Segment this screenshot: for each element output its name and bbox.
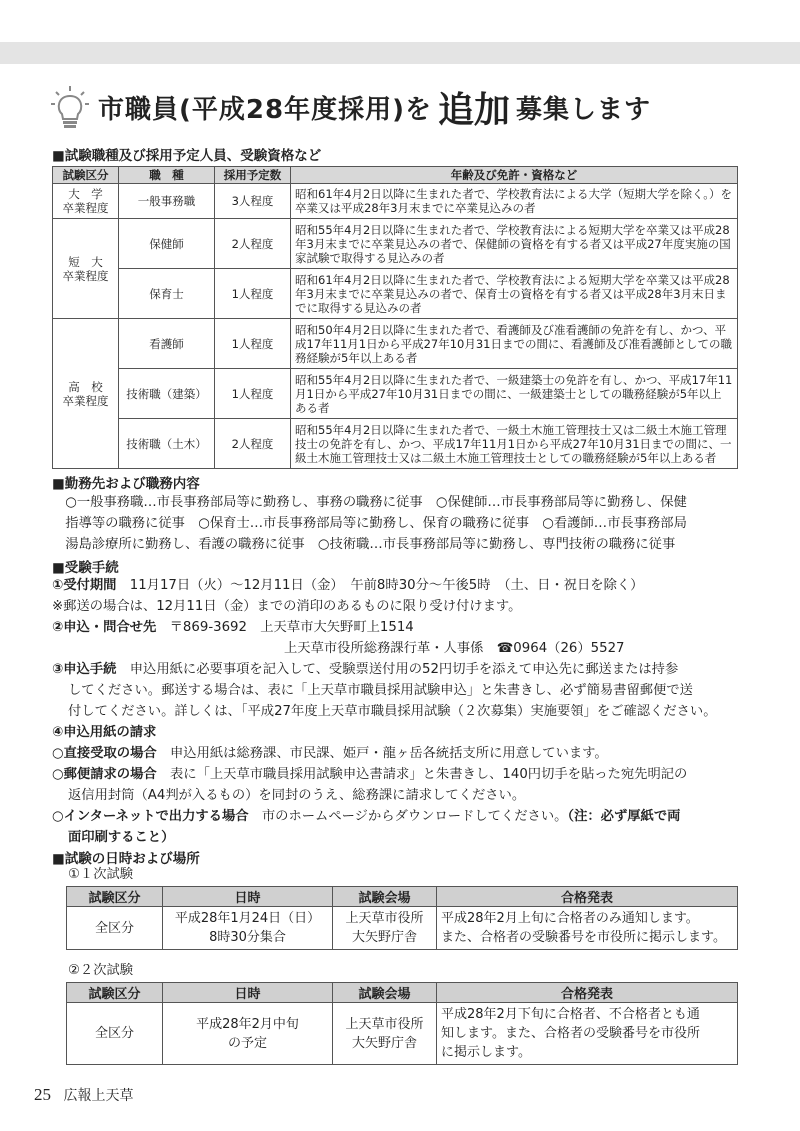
datetime-line: 平成28年2月中旬 <box>196 1016 299 1032</box>
job-cell: 保育士 <box>119 269 215 319</box>
first-exam-table <box>66 886 738 950</box>
title-part1: 市職員(平成28年度採用)を <box>98 95 432 125</box>
direct-label: ○直接受取の場合 <box>52 746 157 761</box>
venue-cell <box>333 1003 437 1065</box>
internet-note: （注：必ず厚紙で両 <box>567 809 681 824</box>
datetime-cell <box>163 907 333 950</box>
announcement-line: 平成28年2月上旬に合格者のみ通知します。 <box>441 911 699 926</box>
page-title <box>50 82 651 133</box>
col-header-requirements: 年齢及び免許・資格など <box>291 167 738 184</box>
postal-line: 表に「上天草市職員採用試験申込書請求」と朱書きし、140円切手を貼った宛先明記の <box>156 767 688 782</box>
count-cell: 2人程度 <box>215 219 291 269</box>
contact-address: 〒869-3692 上天草市大矢野町上1514 <box>156 620 414 635</box>
announcement-line: 平成28年2月下旬に合格者、不合格者とも通 <box>441 1007 700 1022</box>
col-header-venue: 試験会場 <box>333 887 437 907</box>
col-header-announcement: 合格発表 <box>437 983 738 1003</box>
count-cell: 1人程度 <box>215 269 291 319</box>
table-row <box>53 184 738 219</box>
positions-table <box>52 166 738 469</box>
table-row <box>67 1003 738 1065</box>
job-cell: 技術職（土木） <box>119 419 215 469</box>
venue-cell <box>333 907 437 950</box>
request-label: ④申込用紙の請求 <box>52 725 157 740</box>
category-cell: 短 大 卒業程度 <box>53 219 119 319</box>
count-cell: 2人程度 <box>215 419 291 469</box>
second-exam-label: ②２次試験 <box>68 963 134 978</box>
first-exam-label: ①１次試験 <box>68 867 134 882</box>
table-row <box>53 369 738 419</box>
datetime-line: の予定 <box>227 1035 267 1051</box>
section-heading-duties: ■勤務先および職務内容 <box>52 476 200 492</box>
announcement-cell <box>437 907 738 950</box>
venue-line: 大矢野庁舎 <box>351 1035 417 1051</box>
job-cell: 一般事務職 <box>119 184 215 219</box>
section-heading-procedure: ■受験手続 <box>52 560 119 576</box>
procedure-text <box>52 575 717 848</box>
job-cell: 保健師 <box>119 219 215 269</box>
duties-line: ○一般事務職…市長事務部局等に勤務し、事務の職務に従事 ○保健師…市長事務部局等に勤務し、保健 <box>52 495 687 510</box>
table-row <box>53 269 738 319</box>
requirement-cell: 昭和55年4月2日以降に生まれた者で、学校教育法による短期大学を卒業又は平成28年3月末までに卒業見込みの者で、保健師の資格を有する者又は平成27年度実施の国家試験で取得する見込みの者 <box>291 219 738 269</box>
duties-text <box>52 492 687 555</box>
announcement-cell <box>437 1003 738 1065</box>
col-header-count: 採用予定数 <box>215 167 291 184</box>
venue-line: 上天草市役所 <box>345 1016 424 1032</box>
method-line: してください。郵送する場合は、表に「上天草市職員採用試験申込」と朱書きし、必ず簡易書留郵便で送 <box>68 683 693 698</box>
venue-line: 上天草市役所 <box>345 911 424 926</box>
datetime-cell <box>163 1003 333 1065</box>
duties-line: 指導等の職務に従事 ○保育士…市長事務部局等に勤務し、保育の職務に従事 ○看護師…市長事務部局 <box>52 516 687 531</box>
contact-label: ②申込・問合せ先 <box>52 620 157 635</box>
table-row <box>67 907 738 950</box>
table-row <box>53 419 738 469</box>
datetime-line: 8時30分集合 <box>209 930 286 945</box>
postal-line: 返信用封筒（A4判が入るもの）を同封のうえ、総務課に請求してください。 <box>68 788 526 803</box>
lightbulb-icon <box>50 84 90 132</box>
datetime-line: 平成28年1月24日（日） <box>174 911 321 926</box>
col-header-datetime: 日時 <box>163 887 333 907</box>
footer <box>34 1085 133 1105</box>
publication-name: 広報上天草 <box>63 1088 134 1104</box>
category-cell: 高 校 卒業程度 <box>53 319 119 469</box>
count-cell: 1人程度 <box>215 319 291 369</box>
count-cell: 3人程度 <box>215 184 291 219</box>
table-row <box>53 219 738 269</box>
method-line: 申込用紙に必要事項を記入して、受験票送付用の52円切手を添えて申込先に郵送または持参 <box>116 662 679 677</box>
method-line: 付してください。詳しくは、「平成27年度上天草市職員採用試験（２次募集）実施要領」をご確認ください。 <box>68 704 717 719</box>
col-header-category: 試験区分 <box>67 983 163 1003</box>
title-part3: 募集します <box>515 95 651 125</box>
requirement-cell: 昭和55年4月2日以降に生まれた者で、一級建築士の免許を有し、かつ、平成17年11月1日から平成27年10月31日までの間に、一級建築士としての職務経験が5年以上ある者 <box>291 369 738 419</box>
direct-text: 申込用紙は総務課、市民課、姫戸・龍ヶ岳各統括支所に用意しています。 <box>156 746 608 761</box>
job-cell: 技術職（建築） <box>119 369 215 419</box>
col-header-venue: 試験会場 <box>333 983 437 1003</box>
title-emphasis: 追加 <box>437 90 510 131</box>
internet-label: ○インターネットで出力する場合 <box>52 809 249 824</box>
internet-note-cont: 面印刷すること） <box>68 830 175 845</box>
requirement-cell: 昭和61年4月2日以降に生まれた者で、学校教育法による大学（短期大学を除く。）を卒業又は平成28年3月末までに卒業見込みの者 <box>291 184 738 219</box>
contact-office: 上天草市役所総務課行革・人事係 ☎0964（26）5527 <box>284 641 625 656</box>
page-number: 25 <box>34 1085 51 1104</box>
period-text: 11月17日（火）～12月11日（金） 午前8時30分～午後5時 （土、日・祝日を除く） <box>116 578 644 593</box>
col-header-datetime: 日時 <box>163 983 333 1003</box>
mail-note: ※郵送の場合は、12月11日（金）までの消印のあるものに限り受け付けます。 <box>52 599 522 614</box>
announcement-line: 知します。また、合格者の受験番号を市役所 <box>441 1026 700 1041</box>
col-header-category: 試験区分 <box>67 887 163 907</box>
internet-text: 市のホームページからダウンロードしてください。 <box>248 809 568 824</box>
announcement-line: また、合格者の受験番号を市役所に掲示します。 <box>441 930 726 945</box>
method-label: ③申込手続 <box>52 662 117 677</box>
announcement-line: に掲示します。 <box>441 1045 531 1060</box>
section-heading-schedule: ■試験の日時および場所 <box>52 851 200 867</box>
venue-line: 大矢野庁舎 <box>351 930 417 945</box>
count-cell: 1人程度 <box>215 369 291 419</box>
duties-line: 湯島診療所に勤務し、看護の職務に従事 ○技術職…市長事務部局等に勤務し、専門技術の職務に従事 <box>52 537 676 552</box>
category-cell: 大 学 卒業程度 <box>53 184 119 219</box>
col-header-category: 試験区分 <box>53 167 119 184</box>
col-header-job: 職 種 <box>119 167 215 184</box>
job-cell: 看護師 <box>119 319 215 369</box>
second-exam-table <box>66 982 738 1065</box>
category-cell: 全区分 <box>67 907 163 950</box>
header-band <box>0 42 800 64</box>
postal-label: ○郵便請求の場合 <box>52 767 157 782</box>
requirement-cell: 昭和55年4月2日以降に生まれた者で、一級土木施工管理技士又は二級土木施工管理技士の免許を有し、かつ、平成17年11月1日から平成27年10月31日までの間に、一級土木施工管理技士又は二級土木施工管理技士としての職務経験が5年以上ある者 <box>291 419 738 469</box>
table-row <box>53 319 738 369</box>
requirement-cell: 昭和61年4月2日以降に生まれた者で、学校教育法による短期大学を卒業又は平成28年3月末までに卒業見込みの者で、保育士の資格を有する者又は平成28年3月末日までに取得する見込みの者 <box>291 269 738 319</box>
category-cell: 全区分 <box>67 1003 163 1065</box>
section-heading-positions: ■試験職種及び採用予定人員、受験資格など <box>52 148 322 164</box>
period-label: ①受付期間 <box>52 578 117 593</box>
requirement-cell: 昭和50年4月2日以降に生まれた者で、看護師及び准看護師の免許を有し、かつ、平成17年11月1日から平成27年10月31日までの間に、看護師及び准看護師としての職務経験が5年以上ある者 <box>291 319 738 369</box>
col-header-announcement: 合格発表 <box>437 887 738 907</box>
